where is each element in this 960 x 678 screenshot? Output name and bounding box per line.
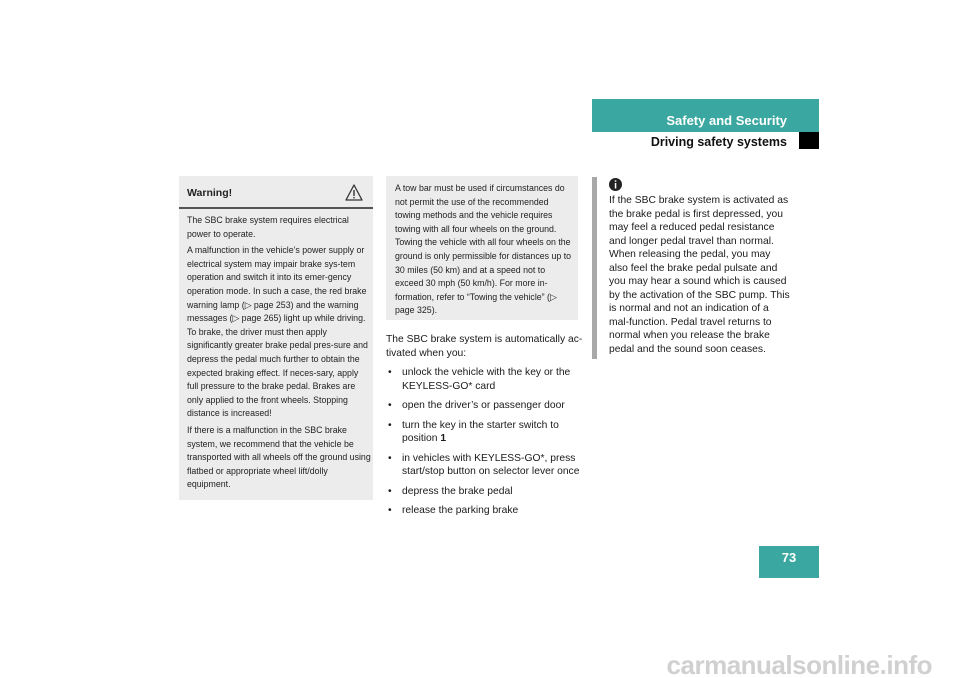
warning-box — [179, 176, 373, 500]
list-item: • open the driver’s or passenger door — [388, 400, 565, 411]
warning-paragraph: If there is a malfunction in the SBC brake system, we recommend that the vehicle be transported with all wheels off the ground using flatbed or appropriate wheel lift/dolly equipment. — [187, 424, 371, 490]
tow-note-box — [386, 176, 578, 320]
warning-triangle-icon — [345, 184, 363, 201]
info-icon — [609, 178, 622, 191]
watermark — [0, 648, 960, 678]
warning-label: Warning! — [187, 187, 233, 199]
list-item: • depress the brake pedal — [388, 485, 513, 497]
main-text — [386, 333, 586, 524]
section-title: Safety and Security — [666, 113, 787, 128]
tow-note-text: A tow bar must be used if circumstances do not permit the use of the recommended towing methods and the vehicle requires towing with all four wheels on the ground. Towing the vehicle with all four wheels on the ground is only permissible for distances up to 30 miles (50 km) and at a speed not to exceed 30 mph (50 km/h). For more in-formation, refer to “Towing the vehicle” (▷ page 325). — [395, 183, 572, 316]
bullet-glyph: • — [388, 485, 392, 497]
list-item: • unlock the vehicle with the key or the KEYLESS-GO* card — [388, 367, 571, 392]
bullet-glyph: • — [388, 419, 392, 431]
bullet-glyph: • — [388, 367, 392, 378]
warning-divider — [179, 207, 373, 209]
warning-body — [187, 214, 371, 495]
section-subtitle: Driving safety systems — [650, 135, 787, 149]
list-item: • in vehicles with KEYLESS-GO*, press start/stop button on selector lever once — [388, 452, 580, 477]
warning-paragraph: The SBC brake system requires electrical power to operate. — [187, 215, 349, 239]
position-value: 1 — [440, 433, 447, 444]
bullet-glyph: • — [388, 505, 392, 516]
list-item: • turn the key in the starter switch to position 1 — [388, 419, 559, 444]
activation-list — [386, 366, 586, 518]
list-item: • release the parking brake — [388, 505, 519, 516]
bullet-glyph: • — [388, 452, 392, 464]
header-bar — [592, 99, 819, 132]
warning-paragraph: A malfunction in the vehicle’s power supply or electrical system may impair brake sys-tem operation and switch it into its emer-gency operation mode. In such a case, the red brake warning lamp (▷ page 253) and the warning messages (▷ page 265) light up while driving. To brake, the driver must then apply significantly greater brake pedal pres-sure and depress the pedal much further to obtain the expected braking effect. If neces-sary, apply full pressure to the brake pedal. Brakes are only applied to the front wheels. Stopping distance is increased! — [187, 245, 368, 419]
activation-intro: The SBC brake system is automatically ac-tivated when you: — [386, 334, 583, 359]
info-side-bar — [592, 177, 597, 359]
page-number: 73 — [759, 546, 819, 578]
bullet-glyph: • — [388, 400, 392, 411]
info-note: If the SBC brake system is activated as the brake pedal is first depressed, you may feel a reduced pedal resistance and longer pedal travel than normal. When releasing the pedal, you may also feel the brake pedal pulsate and you may hear a sound which is caused by the activation of the SBC pump. This is normal and not an indication of a mal-function. Pedal travel returns to normal when you release the brake pedal and the sound soon ceases. — [609, 195, 790, 355]
header-marker — [799, 132, 819, 149]
warning-header — [179, 176, 373, 208]
watermark-text: carmanualsonline.info — [666, 650, 932, 678]
